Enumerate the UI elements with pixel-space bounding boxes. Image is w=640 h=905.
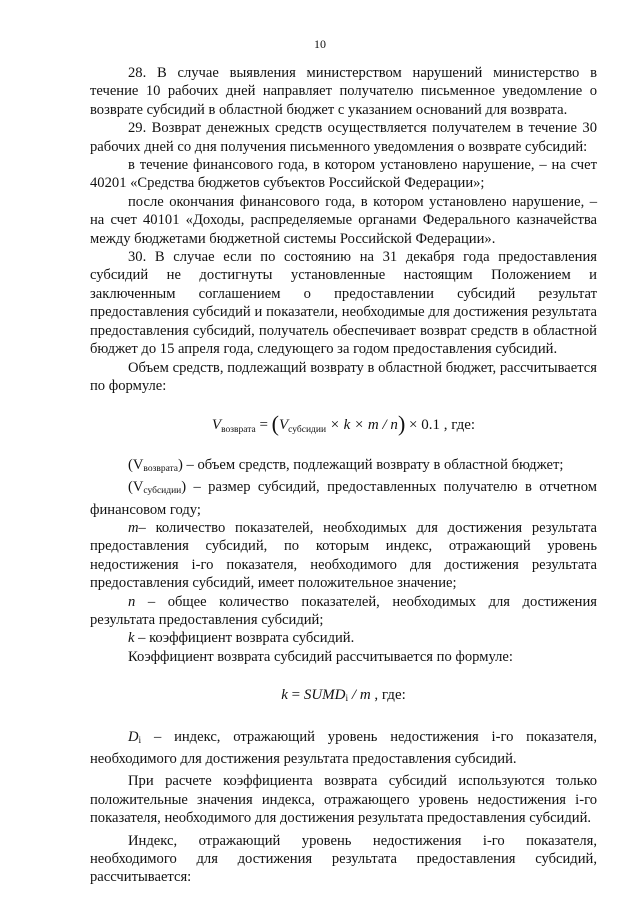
definition-k: k – коэффициент возврата субсидий.	[128, 630, 355, 647]
paragraph-30-volume: Объем средств, подлежащий возврату в областной бюджет, рассчитывается по формуле:	[90, 359, 597, 394]
paragraph-30: 30. В случае если по состоянию на 31 декабря года предоставления субсидий не достигнуты установленные настоящим Положением и заключенным соглашением о предоставлении субсидий результат предоставления субсидий и показатели, необходимые для достижения результата предоставления субсидий, получатель обеспечивает возврат средств в областной бюджет до 15 апреля года, следующего за годом предоставления субсидий.	[90, 249, 597, 358]
formula2-sub: i	[345, 694, 349, 705]
definition-v-return: $(V_{возврата})$ – объем средств, подлежащий возврату в областной бюджет;	[128, 456, 564, 474]
formula-open-paren: (	[271, 411, 279, 437]
formula-tail: × 0.1 , где:	[409, 417, 476, 434]
paragraph-29-item-b: после окончания финансового года, в котором установлено нарушение, – на счет 40101 «Доходы, распределяемые органами Федерального казначейства между бюджетами бюджетной системы Российской Федерации».	[90, 193, 597, 247]
formula2-sum: SUMD	[303, 687, 346, 704]
formula-times-kmn: × k × m / n	[329, 417, 398, 434]
definition-d: $D_i$ – индекс, отражающий уровень недостижения i-го показателя, необходимого для достижения результата предоставления субсидий.	[90, 728, 597, 767]
paragraph-29: 29. Возврат денежных средств осуществляется получателем в течение 30 рабочих дней со дня получения письменного уведомления о возврате субсидий:	[90, 120, 597, 155]
coefficient-formula	[90, 686, 597, 708]
definition-v-subsidy: $(V_{субсидии})$ – размер субсидий, предоставленных получателю в отчетном финансовом году;	[90, 479, 597, 518]
formula-v-subsidy: V	[279, 417, 289, 434]
formula-v: V	[211, 417, 222, 434]
formula-close-paren: )	[397, 411, 406, 437]
coefficient-intro: Коэффициент возврата субсидий рассчитывается по формуле:	[128, 648, 513, 665]
paragraph-index: Индекс, отражающий уровень недостижения i-го показателя, необходимого для достижения результата предоставления субсидий, рассчитывается:	[90, 832, 597, 886]
paragraph-calculation: При расчете коэффициента возврата субсидий используются только положительные значения индекса, отражающего уровень недостижения i-го показателя, необходимого для достижения результата предоставления субсидий.	[90, 773, 597, 827]
document-body	[90, 64, 597, 887]
formula2-tail: , где:	[370, 687, 406, 704]
return-volume-formula	[90, 411, 597, 439]
formula-eq: =	[259, 417, 268, 434]
formula2-rest: / m	[348, 687, 371, 704]
definition-n: n – общее количество показателей, необходимых для достижения результата предоставления субсидий;	[90, 593, 597, 628]
formula2-k: k	[281, 687, 288, 704]
paragraph-28: 28. В случае выявления министерством нарушений министерство в течение 10 рабочих дней направляет получателю письменное уведомление о возврате субсидий в областной бюджет с указанием оснований для возврата.	[90, 65, 597, 118]
definition-m: m– количество показателей, необходимых для достижения результата предоставления субсидий, по которым индекс, отражающий уровень недостижения i-го показателя, необходимого для достижения результата предоставления субсидий, имеет положительное значение;	[90, 519, 597, 592]
page-number: 10	[314, 37, 326, 51]
formula-sub-subsidy: субсидии	[288, 425, 327, 436]
formula-sub-return: возврата	[221, 425, 256, 436]
formula2-eq: =	[287, 687, 304, 704]
paragraph-29-item-a: в течение финансового года, в котором установлено нарушение, – на счет 40201 «Средства бюджетов субъектов Российской Федерации»;	[90, 157, 597, 192]
